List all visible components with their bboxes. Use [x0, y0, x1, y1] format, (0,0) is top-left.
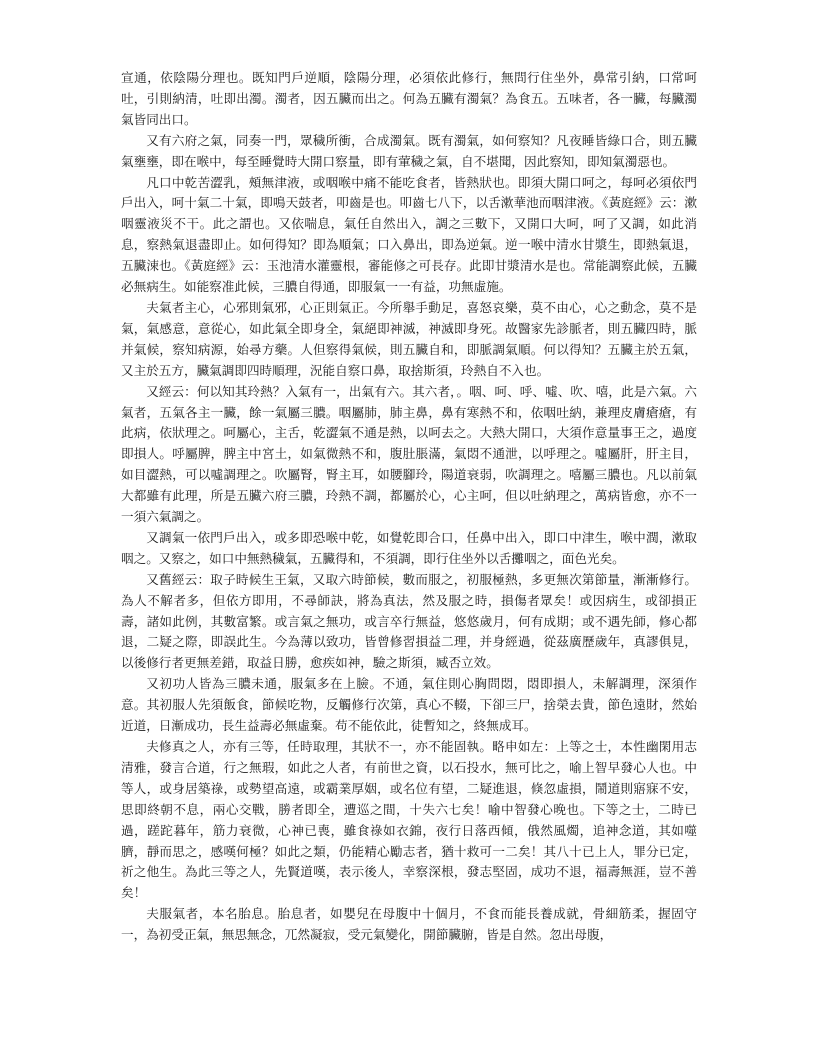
- paragraph-9: 夫修真之人，亦有三等，任時取理，其狀不一，亦不能固執。略申如左：上等之士，本性幽閑用志清雅，發言合道，行之無瑕，如此之人者，有前世之資，以石投水，無可比之，喻上智早發心人也。中等人，或身居築祿，或勢望高遠，或霸業厚姻，或名位有望，二疑進退，倏忽虛損，鬧道則寤寐不安，思即終朝不息，兩心交戰，勝者即全，遭巡之間，十失六七矣！喻中智發心晚也。下等之士，二時已過，蹉跎暮年，筋力衰微，心神已喪，雖食祿如衣錦，夜行日落西傾，俄然風燭，追神念道，其如噬臍，靜而思之，感嘆何極？如此之類，仍能精心勵志者，猶十救可一二矣！其八十已上人，罪分已定，祈之他生。為此三等之人，先賢道嘆，表示後人，幸察深根，發志堅固，成功不退，福壽無涯，豈不善矣！: [121, 739, 697, 901]
- paragraph-8: 又初功人皆為三膿未通，服氣多在上臉。不通，氣住則心胸問悶，悶即損人，未解調理，深須作意。其初服人先須飯食，節候吃物，反觸修行次第，真心不輟，下卻三尸，捨榮去貴，節色遠財，然始近道，日漸成功，長生益壽必無虛棄。苟不能依此，徒暫知之，終無成耳。: [121, 676, 697, 734]
- paragraph-6: 又調氣一依門戶出入，或多即恐喉中乾，如覺乾即合口，任鼻中出入，即口中津生，喉中潤，漱取咽之。又察之，如口中無熱穢氣，五臟得和，不須調，即行住坐外以舌攤咽之，面色光矣。: [121, 529, 697, 566]
- paragraph-2: 又有六府之氣，同奏一門，眾穢所衝，合成濁氣。既有濁氣，如何察知？凡夜睡皆綠口合，則五臟氣壅壅，即在喉中，每至睡覺時大開口察量，即有葷穢之氣，自不堪聞，因此察知，即知氣濁惡也。: [121, 132, 697, 169]
- paragraph-1: 宣通，依陰陽分理也。既知門戶逆順，陰陽分理，必須依此修行，無問行住坐外，鼻常引納，口常呵吐，引則納清，吐即出濁。濁者，因五臟而出之。何為五臟有濁氣？為食五。五味者，各一臟，每臟濁氣皆同出口。: [121, 70, 697, 127]
- paragraph-7: 又舊經云：取子時候生王氣，又取六時節候，數而服之，初服極熱，多更無次第節量，漸漸修行。為人不解者多，但依方即用，不尋師訣，將為真法，然及服之時，損傷者眾矣！或因病生，或卻損正壽，諸如此例，其數富繁。或言氣之無功，或言卒行無益，悠悠歲月，何有成期；或不遇先師，修心都退，二疑之際，即誤此生。今為薄以致功，皆曾修習損益二理，并身經過，從茲廣歷歲年，真謬俱見，以後修行者更無差錯，取益日勝，愈疾如神，驗之斯須，臧否立效。: [121, 571, 697, 671]
- paragraph-10: 夫服氣者，本名胎息。胎息者，如嬰兒在母腹中十個月，不食而能長養成就，骨細筋柔，握固守一，為初受正氣，無思無念，兀然凝寂，受元氣變化，開節臟腑，皆是自然。忽出母腹，: [121, 906, 697, 943]
- paragraph-4: 夫氣者主心，心邪則氣邪，心正則氣正。今所舉手動足，喜怒哀樂，莫不由心，心之動念，莫不是氣，氣感意，意從心，如此氣全即身全，氣絕即神滅，神滅即身死。故醫家先診脈者，則五臟四時，脈并氣候，察知病源，始尋方藥。人但察得氣候，則五臟自和，即脈調氣順。何以得知？五臟主於五氣，又主於五方，臟氣調即四時順理，況能自察口鼻，取捨斯須，玲熱自不入也。: [121, 299, 697, 378]
- document-page: [121, 68, 697, 946]
- paragraph-3: 凡口中乾苦澀乳，頰無津液，或咽喉中痛不能吃食者，皆熱狀也。即須大開口呵之，每呵必須依門戶出入，呵十氣二十氣，即鳴天鼓者，叩齒是也。叩齒七八下，以舌漱華池而咽津液。《黃庭經》云：漱咽靈液災不干。此之謂也。又依喘息，氣任自然出入，調之三數下，又開口大呵，呵了又調，如此消息，察熱氣退盡即止。如何得知？即為順氣；口入鼻出，即為逆氣。逆一喉中清水甘漿生，即熱氣退，五臟涑也。《黃庭經》云：玉池清水灌靈根，審能修之可長存。此即甘漿清水是也。常能調察此候，五臟必無病生。如能察准此候，三膿自得通，即服氣一一有益，功無虛施。: [121, 174, 697, 295]
- paragraph-5: 又經云：何以知其玲熱？入氣有一，出氣有六。其六者，。咽、呵、呼、噓、吹、嘻，此是六氣。六氣者，五氣各主一臟，餘一氣屬三膿。咽屬肺，肺主鼻，鼻有寒熱不和，依咽吐納，兼理皮膚瘡瘡，有此病，依狀理之。呵屬心，主舌，乾澀氣不通是熱，以呵去之。大熱大開口，大須作意量事王之，過度即損人。呼屬脾，脾主中宮土，如氣微熱不和，腹肚脹滿，氣悶不通泄，以呼理之。噓屬肝，肝主目，如目澀熱，可以噓調理之。吹屬腎，腎主耳，如腰腳玲，陽道衰弱，吹調理之。嘻屬三膿也。凡以前氣大都雖有此理，所是五臟六府三膿，玲熱不調，都屬於心，心主呵，但以吐納理之，萬病皆愈，亦不一一須六氣調之。: [121, 383, 697, 525]
